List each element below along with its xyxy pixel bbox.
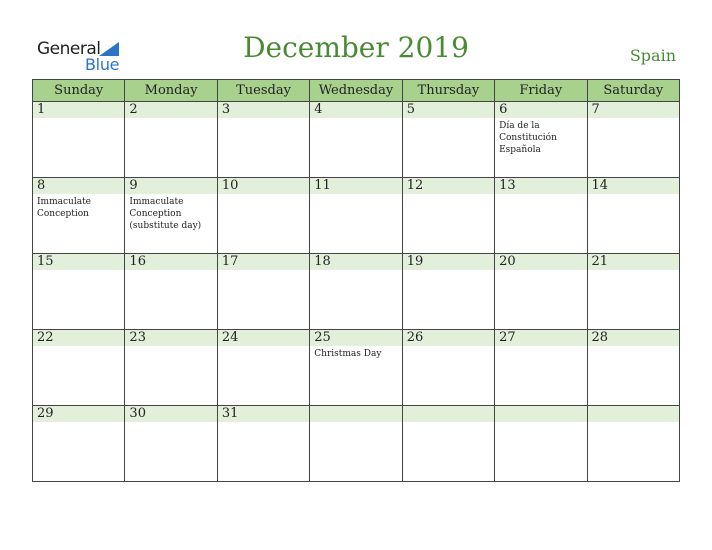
week-row: [33, 178, 680, 254]
day-number: 11: [310, 178, 401, 194]
day-cell: [125, 178, 217, 254]
week-row: [33, 330, 680, 406]
calendar-grid: [32, 79, 680, 482]
weekday-header: Friday: [495, 80, 587, 102]
weekday-header: Wednesday: [310, 80, 402, 102]
day-cell: [217, 406, 309, 482]
day-number: 21: [588, 254, 679, 270]
country-label: Spain: [629, 46, 676, 65]
day-number: [310, 406, 401, 422]
week-row: [33, 102, 680, 178]
day-number: 28: [588, 330, 679, 346]
day-number: 27: [495, 330, 586, 346]
day-number: 16: [125, 254, 216, 270]
day-cell: [125, 406, 217, 482]
day-cell: [33, 254, 125, 330]
day-number: 18: [310, 254, 401, 270]
day-cell: [33, 330, 125, 406]
day-cell: [125, 330, 217, 406]
day-cell: [33, 406, 125, 482]
weekday-header: Tuesday: [217, 80, 309, 102]
logo-blue-text: Blue: [85, 55, 120, 74]
day-number: 14: [588, 178, 679, 194]
day-cell: [587, 102, 679, 178]
day-number: 5: [403, 102, 494, 118]
day-cell: [402, 254, 494, 330]
day-number: 31: [218, 406, 309, 422]
day-number: 4: [310, 102, 401, 118]
day-cell: [310, 254, 402, 330]
day-cell: [33, 102, 125, 178]
day-number: 2: [125, 102, 216, 118]
day-number: 26: [403, 330, 494, 346]
day-cell: [402, 406, 494, 482]
day-cell: [310, 406, 402, 482]
day-number: 1: [33, 102, 124, 118]
day-cell: [217, 330, 309, 406]
day-cell: [217, 254, 309, 330]
day-cell: [125, 254, 217, 330]
day-number: 3: [218, 102, 309, 118]
weekday-header-row: [33, 80, 680, 102]
day-cell: [495, 178, 587, 254]
day-cell: [402, 102, 494, 178]
calendar-title: December 2019: [243, 31, 469, 64]
day-number: 22: [33, 330, 124, 346]
day-number: 23: [125, 330, 216, 346]
day-number: 17: [218, 254, 309, 270]
day-cell: [217, 178, 309, 254]
day-number: 10: [218, 178, 309, 194]
day-number: 6: [495, 102, 586, 118]
day-number: [588, 406, 679, 422]
day-cell: [495, 102, 587, 178]
day-number: 12: [403, 178, 494, 194]
day-cell: [310, 330, 402, 406]
day-cell: [495, 254, 587, 330]
day-cell: [587, 178, 679, 254]
week-row: [33, 254, 680, 330]
day-cell: [587, 254, 679, 330]
day-number: 15: [33, 254, 124, 270]
day-number: [495, 406, 586, 422]
day-number: 29: [33, 406, 124, 422]
logo-general-text: General: [37, 39, 101, 59]
holiday-label: Día de la Constitución Española: [499, 121, 557, 155]
day-number: 7: [588, 102, 679, 118]
weekday-header: Thursday: [402, 80, 494, 102]
day-cell: [125, 102, 217, 178]
day-number: 20: [495, 254, 586, 270]
day-cell: [310, 178, 402, 254]
day-number: 25: [310, 330, 401, 346]
day-number: 24: [218, 330, 309, 346]
holiday-label: Immaculate Conception (substitute day): [129, 197, 202, 231]
weekday-header: Saturday: [587, 80, 679, 102]
day-cell: [587, 330, 679, 406]
week-row: [33, 406, 680, 482]
weekday-header: Monday: [125, 80, 217, 102]
day-number: 19: [403, 254, 494, 270]
day-number: 9: [125, 178, 216, 194]
day-number: [403, 406, 494, 422]
day-cell: [310, 102, 402, 178]
day-cell: [33, 178, 125, 254]
day-number: 13: [495, 178, 586, 194]
day-cell: [402, 178, 494, 254]
day-number: 30: [125, 406, 216, 422]
day-number: 8: [33, 178, 124, 194]
day-cell: [495, 330, 587, 406]
day-cell: [402, 330, 494, 406]
day-cell: [495, 406, 587, 482]
holiday-label: Immaculate Conception: [37, 197, 92, 219]
day-cell: [217, 102, 309, 178]
weekday-header: Sunday: [33, 80, 125, 102]
day-cell: [587, 406, 679, 482]
holiday-label: Christmas Day: [314, 349, 382, 359]
